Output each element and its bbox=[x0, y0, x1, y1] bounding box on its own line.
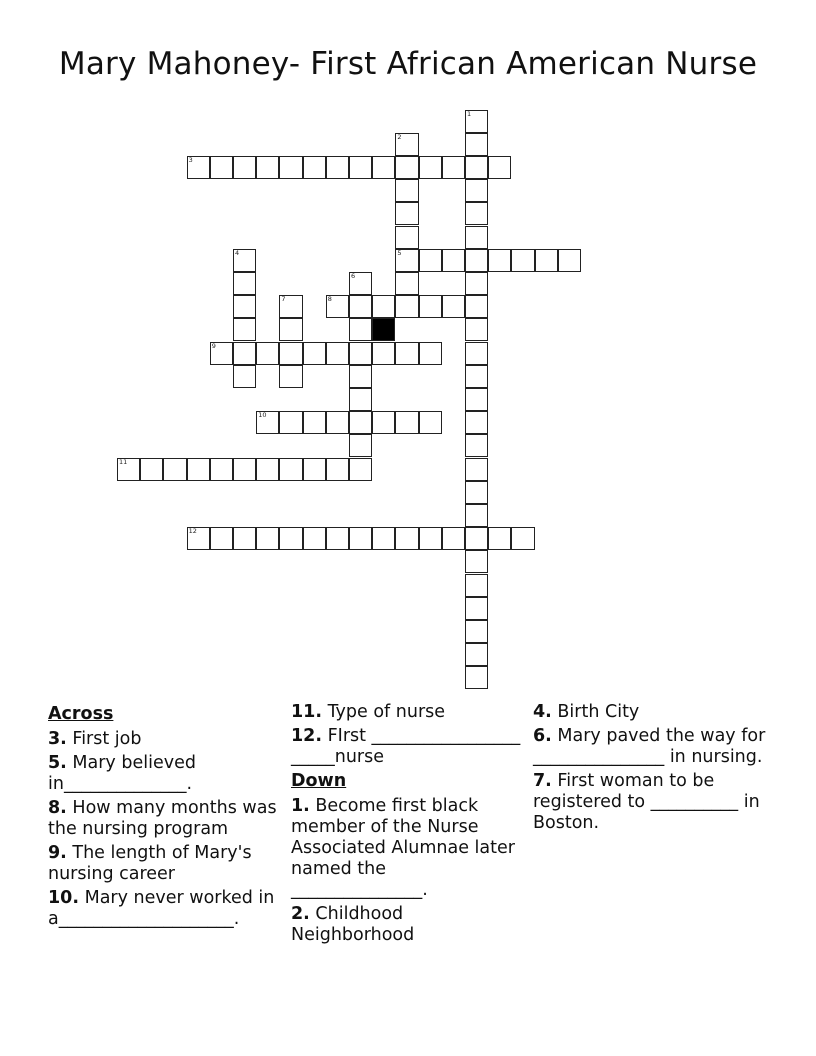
grid-cell[interactable] bbox=[279, 156, 302, 179]
grid-cell[interactable] bbox=[349, 318, 372, 341]
grid-cell[interactable] bbox=[210, 458, 233, 481]
grid-cell[interactable] bbox=[419, 527, 442, 550]
grid-cell[interactable] bbox=[303, 458, 326, 481]
grid-cell[interactable] bbox=[279, 527, 302, 550]
grid-cell[interactable] bbox=[442, 527, 465, 550]
grid-cell[interactable] bbox=[326, 295, 349, 318]
grid-cell[interactable] bbox=[395, 411, 418, 434]
grid-cell[interactable] bbox=[465, 481, 488, 504]
grid-cell[interactable] bbox=[442, 295, 465, 318]
down-heading: Down bbox=[291, 771, 347, 791]
cell-number: 4 bbox=[235, 248, 240, 257]
grid-cell[interactable] bbox=[349, 458, 372, 481]
grid-cell[interactable] bbox=[256, 342, 279, 365]
grid-cell[interactable] bbox=[465, 156, 488, 179]
grid-cell[interactable] bbox=[256, 411, 279, 434]
grid-cell[interactable] bbox=[233, 365, 256, 388]
grid-cell[interactable] bbox=[326, 342, 349, 365]
clue-down-7: 7. First woman to be registered to __________ in Boston. bbox=[533, 771, 760, 833]
grid-cell[interactable] bbox=[511, 249, 534, 272]
grid-cell[interactable] bbox=[465, 411, 488, 434]
grid-cell[interactable] bbox=[349, 156, 372, 179]
cell-number: 3 bbox=[188, 155, 193, 164]
grid-cell[interactable] bbox=[303, 527, 326, 550]
grid-cell[interactable] bbox=[442, 249, 465, 272]
grid-cell[interactable] bbox=[395, 249, 418, 272]
clue-across-12: 12. FIrst ______________________nurse bbox=[291, 726, 521, 767]
grid-cell[interactable] bbox=[465, 666, 488, 689]
grid-cell[interactable] bbox=[465, 202, 488, 225]
grid-cell[interactable] bbox=[303, 342, 326, 365]
grid-cell[interactable] bbox=[349, 365, 372, 388]
grid-cell[interactable] bbox=[535, 249, 558, 272]
grid-cell[interactable] bbox=[140, 458, 163, 481]
grid-cell[interactable] bbox=[349, 388, 372, 411]
grid-cell[interactable] bbox=[187, 156, 210, 179]
grid-cell[interactable] bbox=[395, 179, 418, 202]
grid-cell[interactable] bbox=[349, 272, 372, 295]
grid-cell[interactable] bbox=[326, 411, 349, 434]
grid-cell[interactable] bbox=[465, 342, 488, 365]
grid-cell[interactable] bbox=[488, 527, 511, 550]
grid-cell[interactable] bbox=[233, 272, 256, 295]
grid-cell[interactable] bbox=[419, 295, 442, 318]
grid-cell[interactable] bbox=[187, 458, 210, 481]
grid-cell[interactable] bbox=[279, 295, 302, 318]
grid-cell[interactable] bbox=[465, 226, 488, 249]
clue-across-5: 5. Mary believed in______________. bbox=[48, 753, 196, 794]
grid-cell[interactable] bbox=[349, 411, 372, 434]
grid-cell[interactable] bbox=[256, 156, 279, 179]
grid-cell[interactable] bbox=[465, 550, 488, 573]
grid-cell[interactable] bbox=[187, 527, 210, 550]
grid-cell[interactable] bbox=[442, 156, 465, 179]
grid-cell[interactable] bbox=[419, 156, 442, 179]
black-cell bbox=[372, 318, 395, 341]
grid-cell[interactable] bbox=[465, 365, 488, 388]
grid-cell[interactable] bbox=[210, 527, 233, 550]
grid-cell[interactable] bbox=[395, 156, 418, 179]
grid-cell[interactable] bbox=[511, 527, 534, 550]
grid-cell[interactable] bbox=[279, 365, 302, 388]
clue-across-10: 10. Mary never worked in a____________________. bbox=[48, 888, 275, 929]
cell-number: 6 bbox=[351, 271, 356, 280]
clue-across-8: 8. How many months was the nursing program bbox=[48, 798, 277, 839]
grid-cell[interactable] bbox=[395, 202, 418, 225]
grid-cell[interactable] bbox=[233, 458, 256, 481]
cell-number: 7 bbox=[281, 295, 286, 304]
clues-column-2 bbox=[291, 702, 527, 949]
grid-cell[interactable] bbox=[349, 434, 372, 457]
grid-cell[interactable] bbox=[465, 110, 488, 133]
grid-cell[interactable] bbox=[279, 318, 302, 341]
grid-cell[interactable] bbox=[395, 342, 418, 365]
cell-number: 9 bbox=[211, 341, 216, 350]
grid-cell[interactable] bbox=[465, 504, 488, 527]
cell-number: 1 bbox=[467, 109, 472, 118]
grid-cell[interactable] bbox=[256, 458, 279, 481]
grid-cell[interactable] bbox=[372, 411, 395, 434]
grid-cell[interactable] bbox=[233, 249, 256, 272]
grid-cell[interactable] bbox=[326, 156, 349, 179]
grid-cell[interactable] bbox=[558, 249, 581, 272]
grid-cell[interactable] bbox=[163, 458, 186, 481]
cell-number: 10 bbox=[258, 411, 267, 420]
grid-cell[interactable] bbox=[117, 458, 140, 481]
grid-cell[interactable] bbox=[465, 597, 488, 620]
puzzle-title: Mary Mahoney- First African American Nurse bbox=[58, 46, 758, 82]
grid-cell[interactable] bbox=[419, 249, 442, 272]
grid-cell[interactable] bbox=[233, 318, 256, 341]
grid-cell[interactable] bbox=[279, 342, 302, 365]
grid-cell[interactable] bbox=[372, 342, 395, 365]
grid-cell[interactable] bbox=[233, 527, 256, 550]
cell-number: 5 bbox=[397, 248, 402, 257]
clue-across-9: 9. The length of Mary's nursing career bbox=[48, 843, 252, 884]
grid-cell[interactable] bbox=[326, 458, 349, 481]
grid-cell[interactable] bbox=[279, 411, 302, 434]
grid-cell[interactable] bbox=[465, 179, 488, 202]
grid-cell[interactable] bbox=[419, 342, 442, 365]
clue-down-2: 2. Childhood Neighborhood bbox=[291, 904, 415, 945]
grid-cell[interactable] bbox=[465, 458, 488, 481]
grid-cell[interactable] bbox=[233, 342, 256, 365]
grid-cell[interactable] bbox=[210, 156, 233, 179]
across-heading: Across bbox=[48, 704, 114, 724]
grid-cell[interactable] bbox=[210, 342, 233, 365]
grid-cell[interactable] bbox=[465, 272, 488, 295]
clue-across-11: 11. Type of nurse bbox=[291, 702, 446, 722]
grid-cell[interactable] bbox=[372, 527, 395, 550]
grid-cell[interactable] bbox=[395, 295, 418, 318]
cell-number: 2 bbox=[397, 132, 402, 141]
grid-cell[interactable] bbox=[465, 133, 488, 156]
grid-cell[interactable] bbox=[465, 295, 488, 318]
clue-down-4: 4. Birth City bbox=[533, 702, 640, 722]
grid-cell[interactable] bbox=[349, 295, 372, 318]
grid-cell[interactable] bbox=[465, 574, 488, 597]
grid-cell[interactable] bbox=[419, 411, 442, 434]
grid-cell[interactable] bbox=[395, 133, 418, 156]
clue-down-6: 6. Mary paved the way for _______________ in nursing. bbox=[533, 726, 766, 767]
grid-cell[interactable] bbox=[465, 643, 488, 666]
grid-cell[interactable] bbox=[395, 272, 418, 295]
grid-cell[interactable] bbox=[279, 458, 302, 481]
grid-cell[interactable] bbox=[488, 249, 511, 272]
grid-cell[interactable] bbox=[372, 295, 395, 318]
grid-cell[interactable] bbox=[303, 411, 326, 434]
grid-cell[interactable] bbox=[256, 527, 279, 550]
clue-down-1: 1. Become first black member of the Nurse Associated Alumnae later named the _______________. bbox=[291, 796, 515, 900]
clues-column-3 bbox=[533, 702, 769, 837]
cell-number: 8 bbox=[327, 295, 332, 304]
cell-number: 12 bbox=[188, 527, 197, 536]
grid-cell[interactable] bbox=[349, 342, 372, 365]
grid-cell[interactable] bbox=[465, 434, 488, 457]
grid-cell[interactable] bbox=[465, 620, 488, 643]
grid-cell[interactable] bbox=[465, 318, 488, 341]
grid-cell[interactable] bbox=[233, 295, 256, 318]
grid-cell[interactable] bbox=[233, 156, 256, 179]
grid-cell[interactable] bbox=[349, 527, 372, 550]
cell-number: 11 bbox=[119, 457, 128, 466]
grid-cell[interactable] bbox=[488, 156, 511, 179]
clues-column-1 bbox=[48, 702, 284, 933]
grid-cell[interactable] bbox=[465, 249, 488, 272]
grid-cell[interactable] bbox=[465, 527, 488, 550]
clue-across-3: 3. First job bbox=[48, 729, 142, 749]
grid-cell[interactable] bbox=[303, 156, 326, 179]
grid-cell[interactable] bbox=[372, 156, 395, 179]
grid-cell[interactable] bbox=[326, 527, 349, 550]
grid-cell[interactable] bbox=[395, 527, 418, 550]
grid-cell[interactable] bbox=[395, 226, 418, 249]
grid-cell[interactable] bbox=[465, 388, 488, 411]
